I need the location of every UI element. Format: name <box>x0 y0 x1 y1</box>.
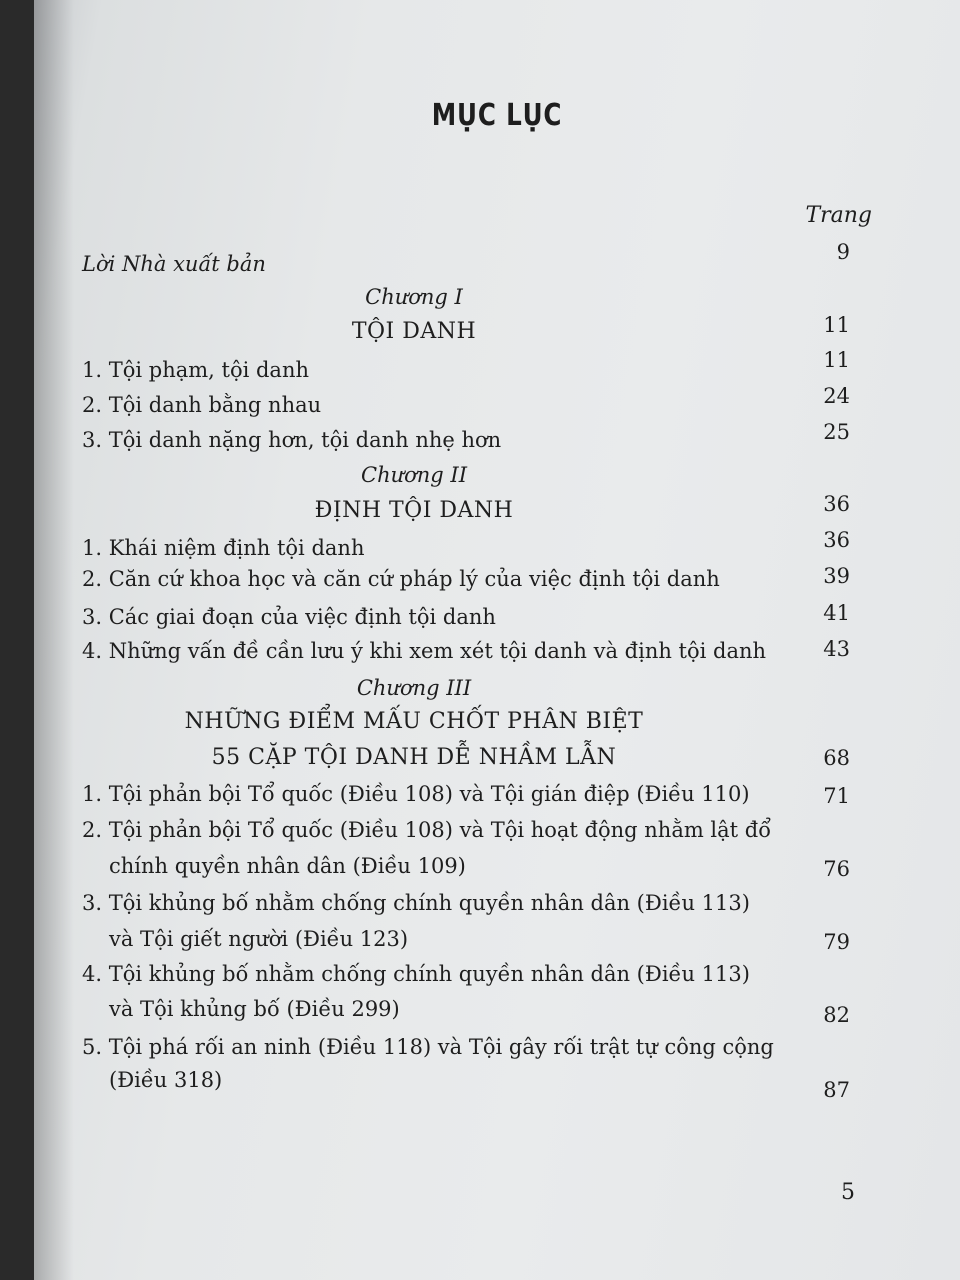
intro-page: 9 <box>836 240 850 264</box>
chapter2-page: 36 <box>823 492 850 516</box>
toc-entry-label-continued: (Điều 318) <box>109 1068 223 1092</box>
toc-entry-page: 11 <box>823 348 850 372</box>
toc-entry-page: 71 <box>823 784 850 808</box>
toc-entry-label: 3. Tội khủng bố nhằm chống chính quyền nhân dân (Điều 113) <box>82 891 750 915</box>
toc-entry-label: 5. Tội phá rối an ninh (Điều 118) và Tội gây rối trật tự công cộng <box>82 1035 774 1059</box>
toc-entry-label-continued: và Tội khủng bố (Điều 299) <box>109 997 400 1021</box>
toc-entry-page: 36 <box>823 528 850 552</box>
chapter1-label: Chương I <box>365 285 463 309</box>
toc-entry-label: 3. Các giai đoạn của việc định tội danh <box>82 605 496 629</box>
toc-entry-label: 4. Tội khủng bố nhằm chống chính quyền nhân dân (Điều 113) <box>82 962 750 986</box>
toc-entry-page: 39 <box>823 564 850 588</box>
toc-entry-page: 76 <box>823 857 850 881</box>
chapter1-page: 11 <box>823 313 850 337</box>
toc-entry-page: 24 <box>823 384 850 408</box>
toc-entry-label: 4. Những vấn đề cần lưu ý khi xem xét tội danh và định tội danh <box>82 639 767 663</box>
toc-entry-page: 87 <box>823 1078 850 1102</box>
chapter3-label: Chương III <box>356 676 472 700</box>
toc-entry-label: 1. Khái niệm định tội danh <box>82 536 365 560</box>
chapter2-heading: ĐỊNH TỘI DANH <box>314 498 514 523</box>
toc-entry-page: 79 <box>823 930 850 954</box>
page-column-label: Trang <box>805 203 872 228</box>
toc-entry-page: 25 <box>823 420 850 444</box>
toc-entry-page: 41 <box>823 601 850 625</box>
chapter2-label: Chương II <box>361 463 467 487</box>
toc-entry-label: 2. Tội phản bội Tổ quốc (Điều 108) và Tội hoạt động nhằm lật đổ <box>82 818 772 842</box>
book-page <box>34 0 960 1280</box>
toc-entry-label-continued: chính quyền nhân dân (Điều 109) <box>109 854 466 878</box>
chapter3-heading: NHỮNG ĐIỂM MẤU CHỐT PHÂN BIỆT <box>184 709 644 734</box>
toc-entry-page: 43 <box>823 637 850 661</box>
toc-entry-label-continued: và Tội giết người (Điều 123) <box>109 927 409 951</box>
toc-entry-label: 1. Tội phản bội Tổ quốc (Điều 108) và Tội gián điệp (Điều 110) <box>82 782 750 806</box>
chapter3-page: 68 <box>823 746 850 770</box>
toc-entry-label: 2. Tội danh bằng nhau <box>82 393 322 417</box>
toc-entry-label: 1. Tội phạm, tội danh <box>82 358 309 382</box>
chapter3-heading: 55 CẶP TỘI DANH DỄ NHẦM LẪN <box>211 745 617 770</box>
toc-entry-page: 82 <box>823 1003 850 1027</box>
footer-page-number: 5 <box>841 1180 855 1205</box>
toc-entry-label: 3. Tội danh nặng hơn, tội danh nhẹ hơn <box>82 428 502 452</box>
gutter-shadow <box>34 0 74 1280</box>
page-title: MỤC LỤC <box>431 98 563 133</box>
toc-entry-label: 2. Căn cứ khoa học và căn cứ pháp lý của việc định tội danh <box>82 567 720 591</box>
intro-label: Lời Nhà xuất bản <box>82 252 266 276</box>
chapter1-heading: TỘI DANH <box>351 319 477 344</box>
